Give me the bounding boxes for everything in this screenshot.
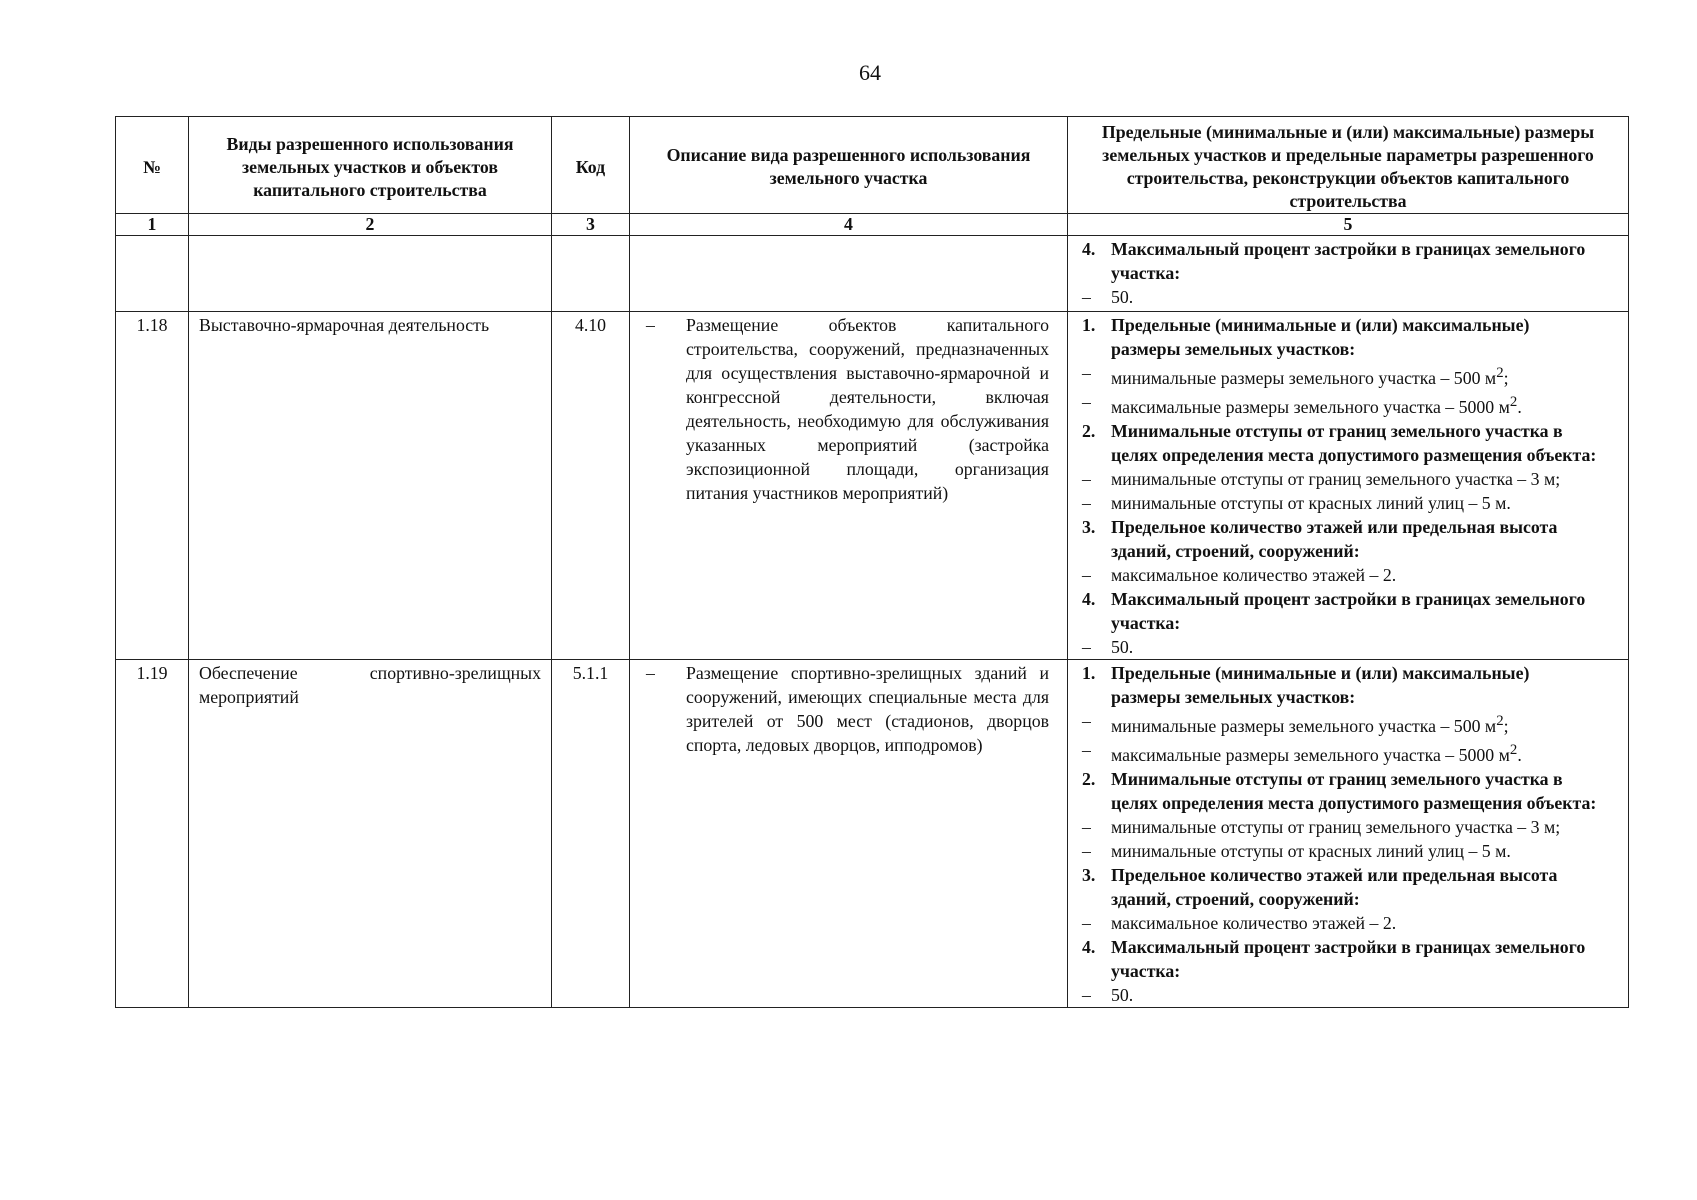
row-code: 4.10 (552, 312, 630, 660)
param-heading: 4. Максимальный процент застройки в границах земельного участка: (1082, 239, 1586, 283)
column-number: 5 (1068, 214, 1629, 236)
table-row (116, 659, 1629, 1007)
header-number: № (116, 117, 189, 214)
param-heading: 2. Минимальные отступы от границ земельного участка в целях определения места допустимого размещения объекта: (1082, 420, 1597, 465)
param-heading: 3. Предельное количество этажей или предельная высота зданий, строений, сооружений: (1082, 864, 1558, 909)
params-cell (1068, 236, 1629, 312)
row-number: 1.19 (116, 659, 189, 1007)
params-cell (1068, 312, 1629, 660)
row-kind: Выставочно-ярмарочная деятельность (189, 312, 552, 660)
param-item: – максимальное количество этажей – 2. (1082, 912, 1397, 933)
param-heading: 2. Минимальные отступы от границ земельного участка в целях определения места допустимого размещения объекта: (1082, 768, 1597, 813)
param-heading: 1. Предельные (минимальные и (или) максимальные) размеры земельных участков: (1082, 662, 1530, 707)
param-item: – 50. (1082, 984, 1134, 1005)
param-item: – минимальные отступы от границ земельного участка – 3 м; (1082, 816, 1561, 837)
param-heading: 4. Максимальный процент застройки в границах земельного участка: (1082, 936, 1586, 981)
table-row (116, 312, 1629, 660)
column-number-row (116, 214, 1629, 236)
header-params: Предельные (минимальные и (или) максимальные) размеры земельных участков и предельные параметры разрешенного строительства, реконструкции объектов капитального строительства (1068, 117, 1629, 214)
column-number: 4 (630, 214, 1068, 236)
row-kind: Обеспечение спортивно-зрелищных мероприятий (189, 659, 552, 1007)
table-row-continuation (116, 236, 1629, 312)
param-item: – минимальные отступы от красных линий улиц – 5 м. (1082, 492, 1511, 513)
description-text: Размещение объектов капитального строительства, сооружений, предназначенных для осуществления выставочно-ярмарочной и конгрессной деятельности, включая деятельность, необходимую для обслуживания указанных мероприятий (застройка экспозиционной площади, организация питания участников мероприятий) (686, 315, 1049, 503)
column-number: 3 (552, 214, 630, 236)
param-item: – максимальное количество этажей – 2. (1082, 564, 1397, 585)
row-description: – Размещение спортивно-зрелищных зданий и сооружений, имеющих специальные места для зрителей от 500 мест (стадионов, дворцов спорта, ледовых дворцов, ипподромов) (630, 659, 1068, 1007)
row-number: 1.18 (116, 312, 189, 660)
param-heading: 4. Максимальный процент застройки в границах земельного участка: (1082, 588, 1586, 633)
header-kind: Виды разрешенного использования земельных участков и объектов капитального строительства (189, 117, 552, 214)
table-header-row (116, 117, 1629, 214)
column-number: 2 (189, 214, 552, 236)
param-item: – максимальные размеры земельного участка – 5000 $м^2$. (1082, 391, 1522, 417)
param-heading: 3. Предельное количество этажей или предельная высота зданий, строений, сооружений: (1082, 516, 1558, 561)
param-item: – 50. (1082, 636, 1134, 657)
param-item: – минимальные размеры земельного участка – 500 $м^2$; (1082, 363, 1509, 388)
column-number: 1 (116, 214, 189, 236)
description-text: Размещение спортивно-зрелищных зданий и сооружений, имеющих специальные места для зрителей от 500 мест (стадионов, дворцов спорта, ледовых дворцов, ипподромов) (686, 662, 1049, 755)
header-code: Код (552, 117, 630, 214)
page-number: 64 (859, 60, 881, 85)
row-description: – Размещение объектов капитального строительства, сооружений, предназначенных для осуществления выставочно-ярмарочной и конгрессной деятельности, включая деятельность, необходимую для обслуживания указанных мероприятий (застройка экспозиционной площади, организация питания участников мероприятий) (630, 312, 1068, 660)
land-use-table (115, 116, 1629, 1008)
param-item: – минимальные размеры земельного участка – 500 $м^2$; (1082, 710, 1509, 736)
row-code: 5.1.1 (552, 659, 630, 1007)
param-item: – минимальные отступы от красных линий улиц – 5 м. (1082, 840, 1511, 861)
param-heading: 1. Предельные (минимальные и (или) максимальные) размеры земельных участков: (1082, 315, 1530, 359)
param-item: – максимальные размеры земельного участка – 5000 $м^2$. (1082, 739, 1522, 765)
param-item: – 50. (1082, 287, 1134, 307)
param-item: – минимальные отступы от границ земельного участка – 3 м; (1082, 468, 1561, 489)
header-description: Описание вида разрешенного использования земельного участка (630, 117, 1068, 214)
params-cell (1068, 659, 1629, 1007)
